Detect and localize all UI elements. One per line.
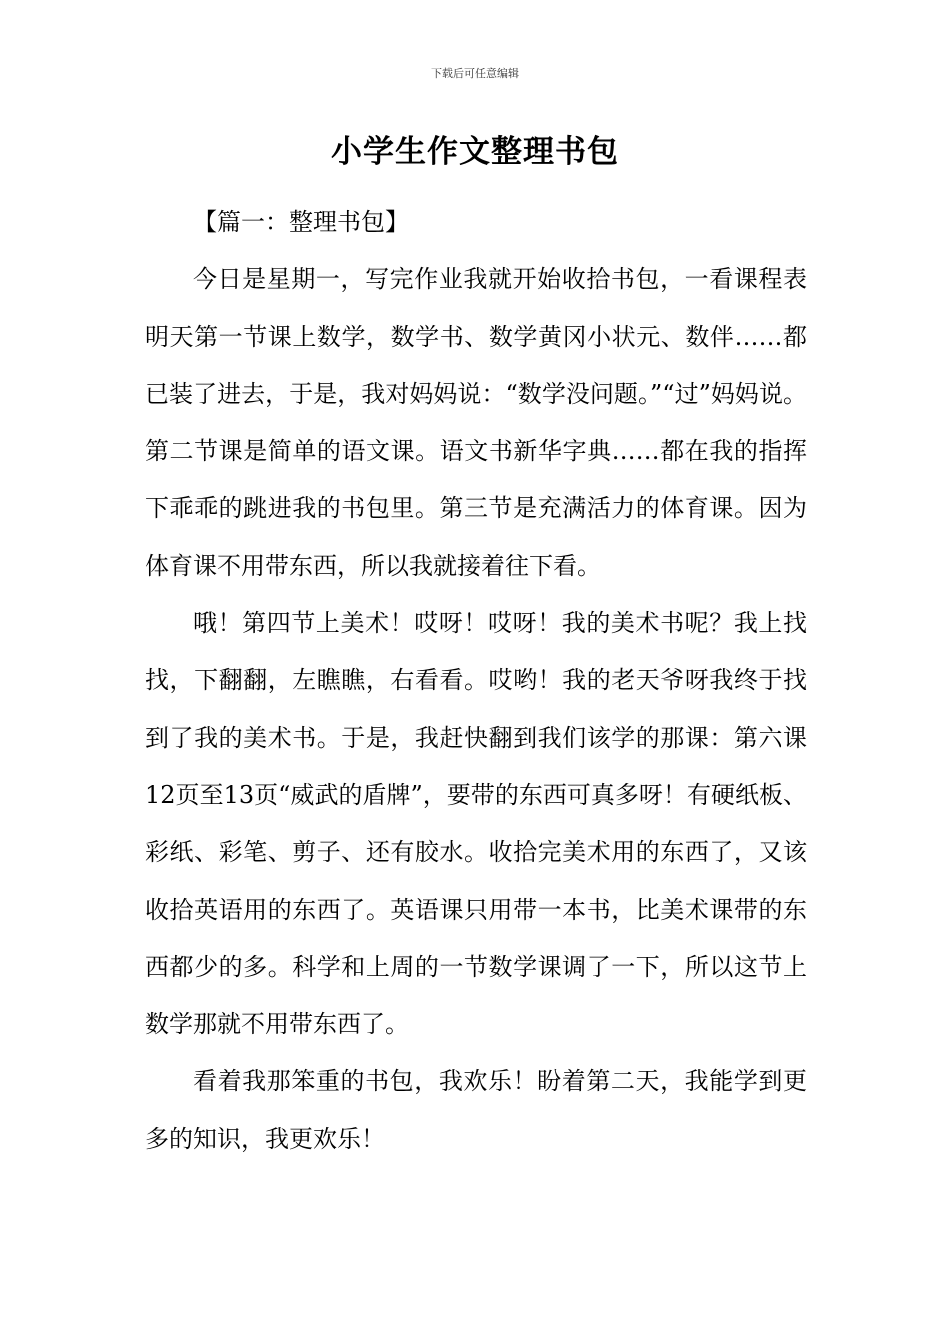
header-note: 下载后可任意编辑 <box>431 67 519 80</box>
paragraph-1: 今日是星期一，写完作业我就开始收拾书包，一看课程表明天第一节课上数学，数学书、数学黄冈小状元、数伴……都已装了进去，于是，我对妈妈说：“数学没问题。”“过”妈妈说。第二节课是简单的语文课。语文书新华字典……都在我的指挥下乖乖的跳进我的书包里。第三节是充满活力的体育课。因为体育课不用带东西，所以我就接着往下看。 <box>145 265 807 580</box>
paragraph-2: 哦！第四节上美术！哎呀！哎呀！我的美术书呢？我上找找，下翻翻，左瞧瞧，右看看。哎哟！我的老天爷呀我终于找到了我的美术书。于是，我赶快翻到我们该学的那课：第六课12页至13页“威武的盾牌”，要带的东西可真多呀！有硬纸板、彩纸、彩笔、剪子、还有胶水。收拾完美术用的东西了，又该收拾英语用的东西了。英语课只用带一本书，比美术课带的东西都少的多。科学和上周的一节数学课调了一下，所以这节上数学那就不用带东西了。 <box>145 609 807 1039</box>
section-heading: 【篇一：整理书包】 <box>193 208 409 236</box>
document-title: 小学生作文整理书包 <box>331 134 619 170</box>
paragraph-3: 看着我那笨重的书包，我欢乐！盼着第二天，我能学到更多的知识，我更欢乐！ <box>145 1067 807 1153</box>
document-body <box>145 194 807 1168</box>
